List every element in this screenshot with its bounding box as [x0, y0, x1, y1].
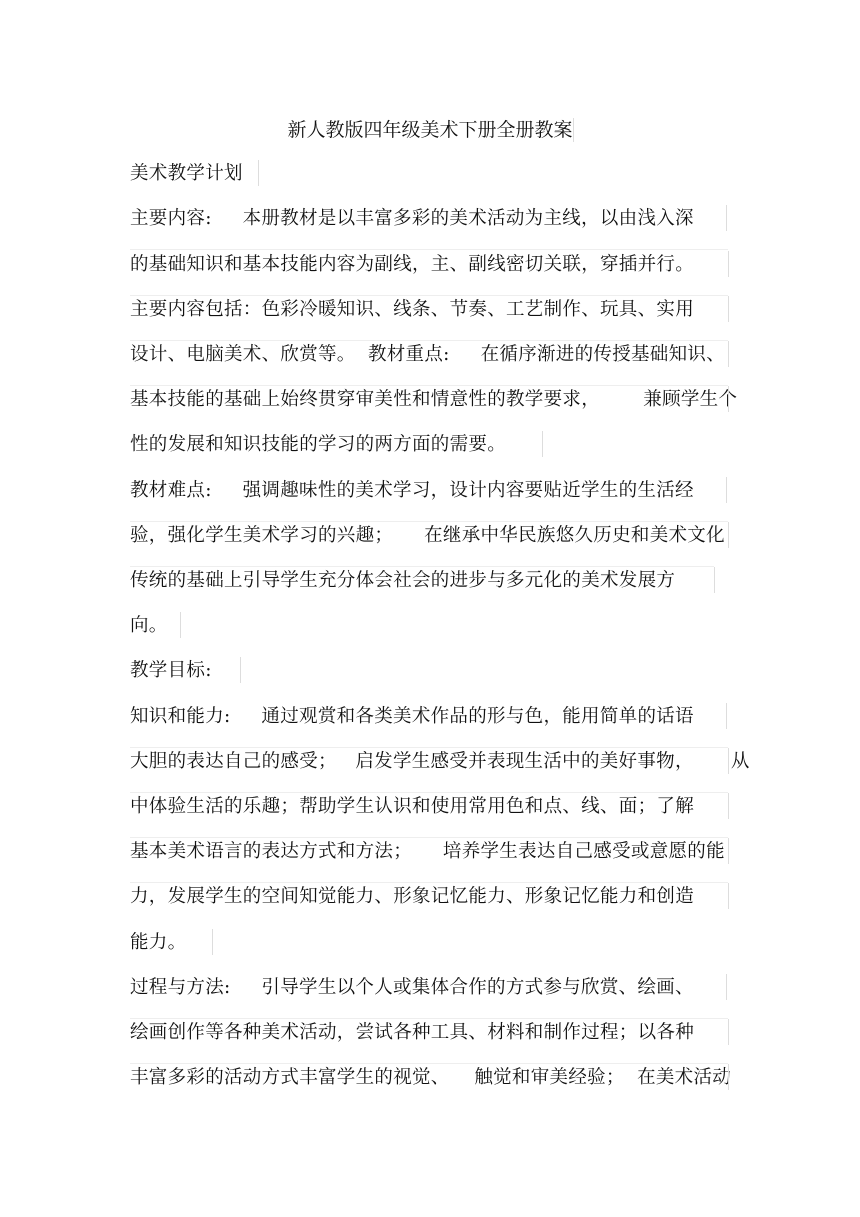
- line-marker: [240, 657, 241, 683]
- body-line: 力，发展学生的空间知觉能力、形象记忆能力、形象记忆能力和创造: [130, 886, 695, 907]
- line-marker: [728, 748, 729, 774]
- body-line: 中体验生活的乐趣；帮助学生认识和使用常用色和点、线、面；了解: [130, 796, 695, 817]
- line-marker: [728, 793, 729, 819]
- body-line: 大胆的表达自己的感受； 启发学生感受并表现生活中的美好事物， 从: [130, 751, 750, 772]
- body-line: 丰富多彩的活动方式丰富学生的视觉、 触觉和审美经验； 在美术活动: [130, 1067, 732, 1088]
- line-marker: [726, 703, 727, 729]
- line-marker: [212, 929, 213, 955]
- line-rule: [130, 340, 728, 341]
- body-line: 基本美术语言的表达方式和方法； 培养学生表达自己感受或意愿的能: [130, 841, 725, 862]
- line-marker: [728, 341, 729, 367]
- line-marker: [714, 567, 715, 593]
- line-rule: [130, 249, 728, 250]
- line-marker: [728, 1019, 729, 1045]
- line-marker: [258, 160, 259, 186]
- line-marker: [728, 522, 729, 548]
- body-line: 传统的基础上引导学生充分体会社会的进步与多元化的美术发展方: [130, 570, 676, 591]
- title-line-marker: [573, 118, 574, 142]
- line-rule: [130, 385, 728, 386]
- line-rule: [130, 882, 728, 883]
- body-line: 美术教学计划: [130, 163, 243, 184]
- line-marker: [726, 974, 727, 1000]
- line-rule: [130, 792, 728, 793]
- body-line: 绘画创作等各种美术活动，尝试各种工具、材料和制作过程；以各种: [130, 1022, 695, 1043]
- body-line: 主要内容包括：色彩冷暖知识、线条、节奏、工艺制作、玩具、实用: [130, 299, 695, 320]
- line-marker: [726, 477, 727, 503]
- line-marker: [728, 838, 729, 864]
- line-rule: [130, 1063, 728, 1064]
- line-marker: [728, 296, 729, 322]
- line-rule: [130, 747, 728, 748]
- body-line: 性的发展和知识技能的学习的两方面的需要。: [130, 434, 507, 455]
- line-marker: [728, 251, 729, 277]
- body-line: 过程与方法: 引导学生以个人或集体合作的方式参与欣赏、绘画、: [130, 977, 694, 998]
- body-line: 的基础知识和基本技能内容为副线，主、副线密切关联，穿插并行。: [130, 254, 695, 275]
- body-line: 教学目标:: [130, 660, 212, 681]
- body-line: 验，强化学生美术学习的兴趣； 在继承中华民族悠久历史和美术文化: [130, 525, 725, 546]
- line-rule: [130, 837, 728, 838]
- line-rule: [130, 521, 728, 522]
- body-line: 向。: [130, 615, 168, 636]
- body-line: 设计、电脑美术、欣赏等。 教材重点: 在循序渐进的传授基础知识、: [130, 344, 725, 365]
- line-marker: [726, 205, 727, 231]
- line-marker: [728, 883, 729, 909]
- line-rule: [130, 1018, 728, 1019]
- body-line: 基本技能的基础上始终贯穿审美性和情意性的教学要求， 兼顾学生个: [130, 389, 738, 410]
- document-title: 新人教版四年级美术下册全册教案: [287, 119, 573, 141]
- body-line: 能力。: [130, 932, 187, 953]
- line-rule: [130, 566, 714, 567]
- body-line: 知识和能力: 通过观赏和各类美术作品的形与色，能用简单的话语: [130, 706, 694, 727]
- line-marker: [542, 431, 543, 457]
- body-line: 教材难点: 强调趣味性的美术学习，设计内容要贴近学生的生活经: [130, 480, 694, 501]
- line-marker: [728, 1064, 729, 1090]
- line-marker: [180, 612, 181, 638]
- line-rule: [130, 295, 728, 296]
- body-line: 主要内容: 本册教材是以丰富多彩的美术活动为主线，以由浅入深: [130, 208, 694, 229]
- line-marker: [728, 386, 729, 412]
